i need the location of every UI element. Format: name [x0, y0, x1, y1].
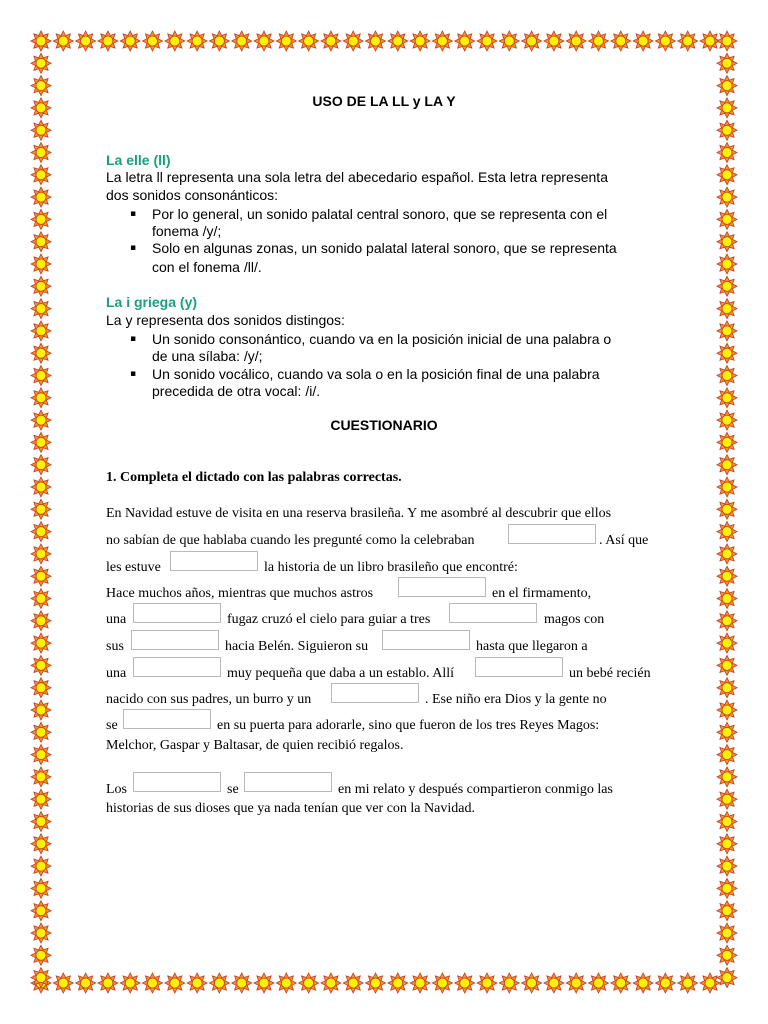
section-heading-ll: La elle (ll) [106, 152, 171, 168]
dictation-text: una [106, 666, 127, 681]
answer-input-3[interactable] [399, 578, 485, 596]
answer-blank-1[interactable] [508, 524, 596, 544]
dictation-line: Melchor, Gaspar y Baltasar, de quien recibió regalos. [106, 738, 404, 753]
answer-blank-10[interactable] [331, 683, 419, 703]
answer-input-10[interactable] [332, 684, 418, 702]
bullet-text: Un sonido vocálico, cuando va sola o en la posición final de una palabra [152, 366, 600, 382]
bullet-text: fonema /y/; [152, 223, 222, 239]
answer-blank-5[interactable] [449, 603, 537, 623]
answer-input-6[interactable] [132, 631, 218, 649]
paragraph-line: La letra ll representa una sola letra del abecedario español. Esta letra representa [106, 169, 608, 185]
answer-blank-8[interactable] [133, 657, 221, 677]
bullet-text: con el fonema /ll/. [152, 259, 262, 275]
dictation-text: una [106, 612, 127, 627]
answer-blank-7[interactable] [382, 630, 470, 650]
dictation-text: les estuve [106, 560, 161, 575]
dictation-text: la historia de un libro brasileño que encontré: [264, 560, 518, 575]
dictation-text: no sabían de que hablaba cuando les pregunté como la celebraban [106, 533, 475, 548]
paragraph-line: dos sonidos consonánticos: [106, 187, 278, 203]
dictation-text: se [106, 718, 118, 733]
bullet-text: precedida de otra vocal: /i/. [152, 383, 321, 399]
answer-input-1[interactable] [509, 525, 595, 543]
dictation-text: . Ese niño era Dios y la gente no [425, 692, 607, 707]
dictation-text: magos con [544, 612, 605, 627]
answer-blank-2[interactable] [170, 551, 258, 571]
dictation-text: en mi relato y después compartieron conmigo las [338, 782, 613, 797]
answer-input-5[interactable] [450, 604, 536, 622]
answer-input-4[interactable] [134, 604, 220, 622]
quiz-title: CUESTIONARIO [330, 417, 438, 433]
section-heading-y: La i griega (y) [106, 294, 198, 310]
dictation-text: un bebé recién [569, 666, 651, 681]
dictation-text: Hace muchos años, mientras que muchos astros [106, 586, 374, 601]
dictation-text: sus [106, 639, 124, 654]
answer-input-2[interactable] [171, 552, 257, 570]
bullet-icon: ▪ [130, 369, 137, 379]
answer-blank-11[interactable] [123, 709, 211, 729]
answer-input-8[interactable] [134, 658, 220, 676]
dictation-text: hasta que llegaron a [476, 639, 588, 654]
dictation-text: muy pequeña que daba a un establo. Allí [227, 666, 455, 681]
paragraph-line: La y representa dos sonidos distingos: [106, 312, 345, 328]
answer-input-7[interactable] [383, 631, 469, 649]
dictation-line: historias de sus dioses que ya nada tenían que ver con la Navidad. [106, 801, 475, 816]
answer-input-9[interactable] [476, 658, 562, 676]
bullet-text: de una sílaba: /y/; [152, 348, 263, 364]
bullet-icon: ▪ [130, 334, 137, 344]
dictation-text: en el firmamento, [492, 586, 592, 601]
dictation-line: En Navidad estuve de visita en una reserva brasileña. Y me asombré al descubrir que ellos [106, 506, 612, 521]
answer-blank-13[interactable] [244, 772, 332, 792]
bullet-text: Por lo general, un sonido palatal central sonoro, que se representa con el [152, 206, 608, 222]
dictation-text: fugaz cruzó el cielo para guiar a tres [227, 612, 431, 627]
dictation-text: se [227, 782, 239, 797]
question-heading: 1. Completa el dictado con las palabras correctas. [106, 470, 402, 485]
answer-blank-12[interactable] [133, 772, 221, 792]
answer-blank-3[interactable] [398, 577, 486, 597]
dictation-text: . Así que [599, 533, 649, 548]
answer-blank-6[interactable] [131, 630, 219, 650]
page-title: USO DE LA LL y LA Y [312, 93, 456, 109]
answer-input-12[interactable] [134, 773, 220, 791]
dictation-text: Los [106, 782, 127, 797]
answer-input-13[interactable] [245, 773, 331, 791]
bullet-text: Un sonido consonántico, cuando va en la posición inicial de una palabra o [152, 331, 612, 347]
answer-input-11[interactable] [124, 710, 210, 728]
dictation-text: nacido con sus padres, un burro y un [106, 692, 312, 707]
answer-blank-9[interactable] [475, 657, 563, 677]
bullet-text: Solo en algunas zonas, un sonido palatal lateral sonoro, que se representa [152, 240, 617, 256]
bullet-icon: ▪ [130, 243, 137, 253]
bullet-icon: ▪ [130, 209, 137, 219]
dictation-text: hacia Belén. Siguieron su [225, 639, 369, 654]
dictation-text: en su puerta para adorarle, sino que fueron de los tres Reyes Magos: [217, 718, 600, 733]
answer-blank-4[interactable] [133, 603, 221, 623]
